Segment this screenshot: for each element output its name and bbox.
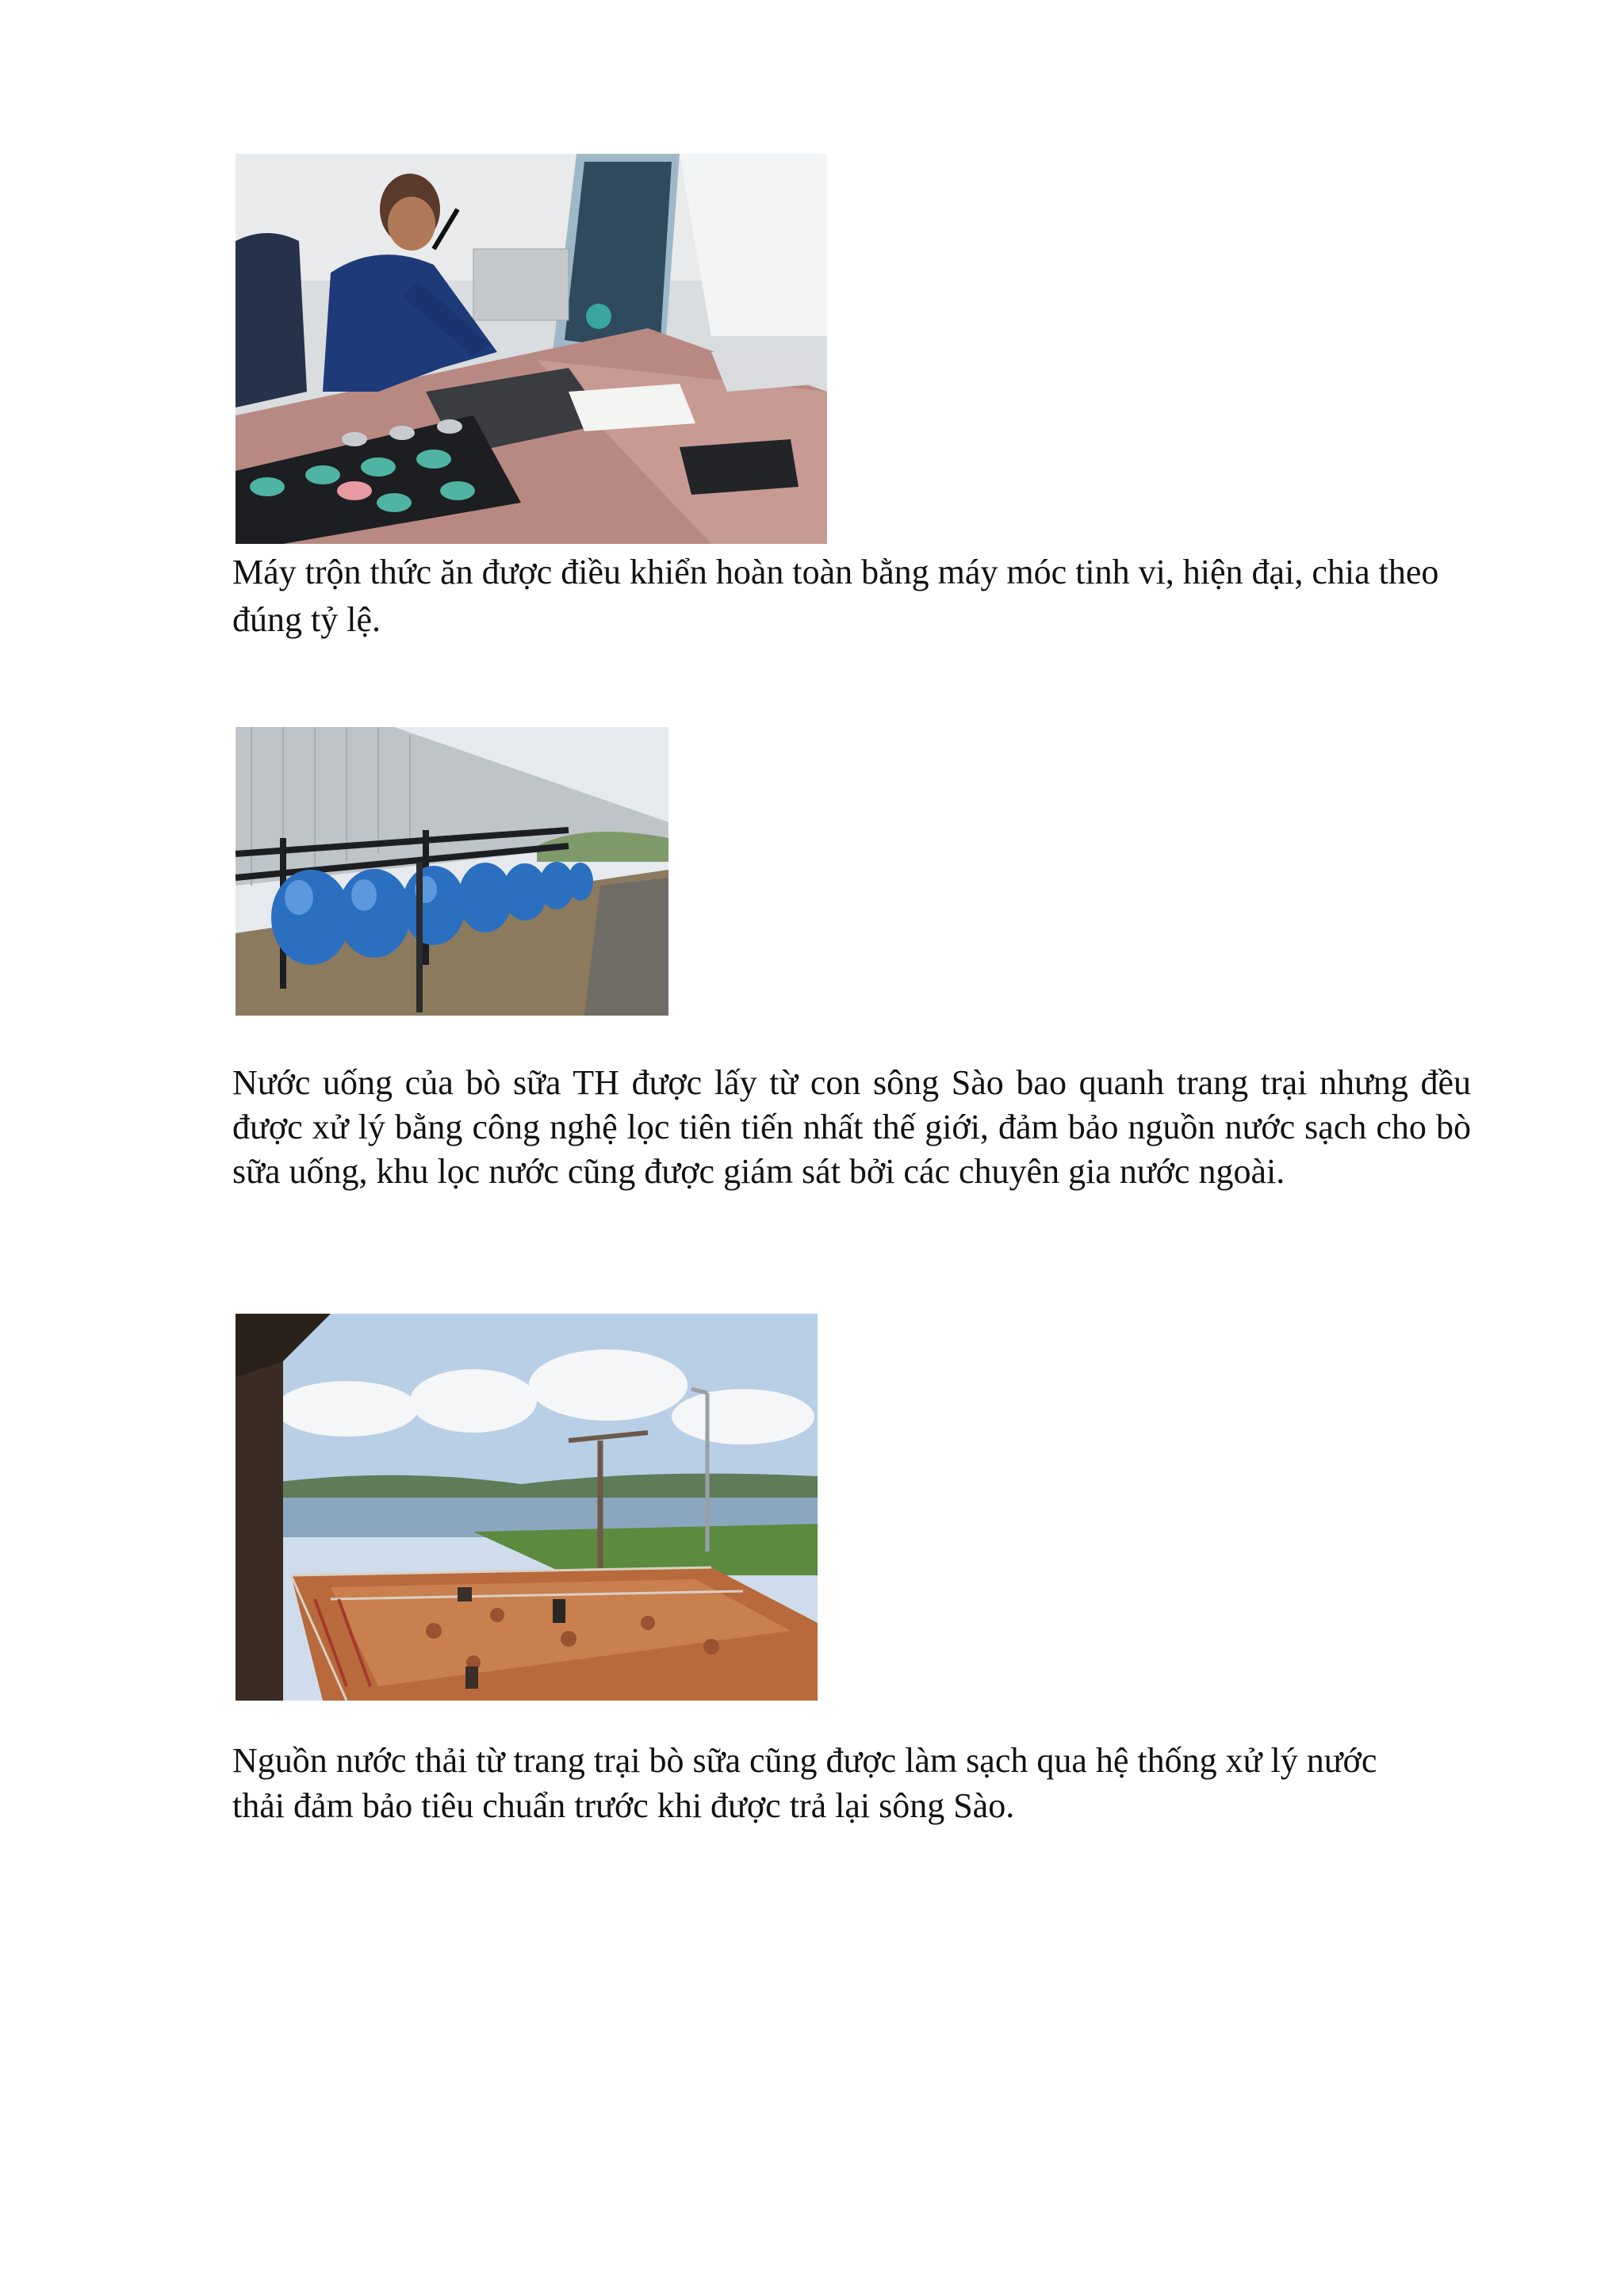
caption-wastewater: Nguồn nước thải từ trang trại bò sữa cũng được làm sạch qua hệ thống xử lý nước thải đảm bảo tiêu chuẩn trước khi được trả lại sông Sào. [232,1741,1377,1825]
wastewater-treatment-photo [236,1314,818,1701]
control-room-photo [236,154,827,544]
caption-drinking-water: Nước uống của bò sữa TH được lấy từ con sông Sào bao quanh trang trại nhưng đều được xử lý bằng công nghệ lọc tiên tiến nhất thế giới, đảm bảo nguồn nước sạch cho bò sữa uống, khu lọc nước cũng được giám sát bởi các chuyên gia nước ngoài. [232,1063,1471,1191]
water-filter-photo [236,727,668,1016]
caption-feed-mixer: Máy trộn thức ăn được điều khiển hoàn toàn bằng máy móc tinh vi, hiện đại, chia theo đúng tỷ lệ. [232,553,1439,639]
